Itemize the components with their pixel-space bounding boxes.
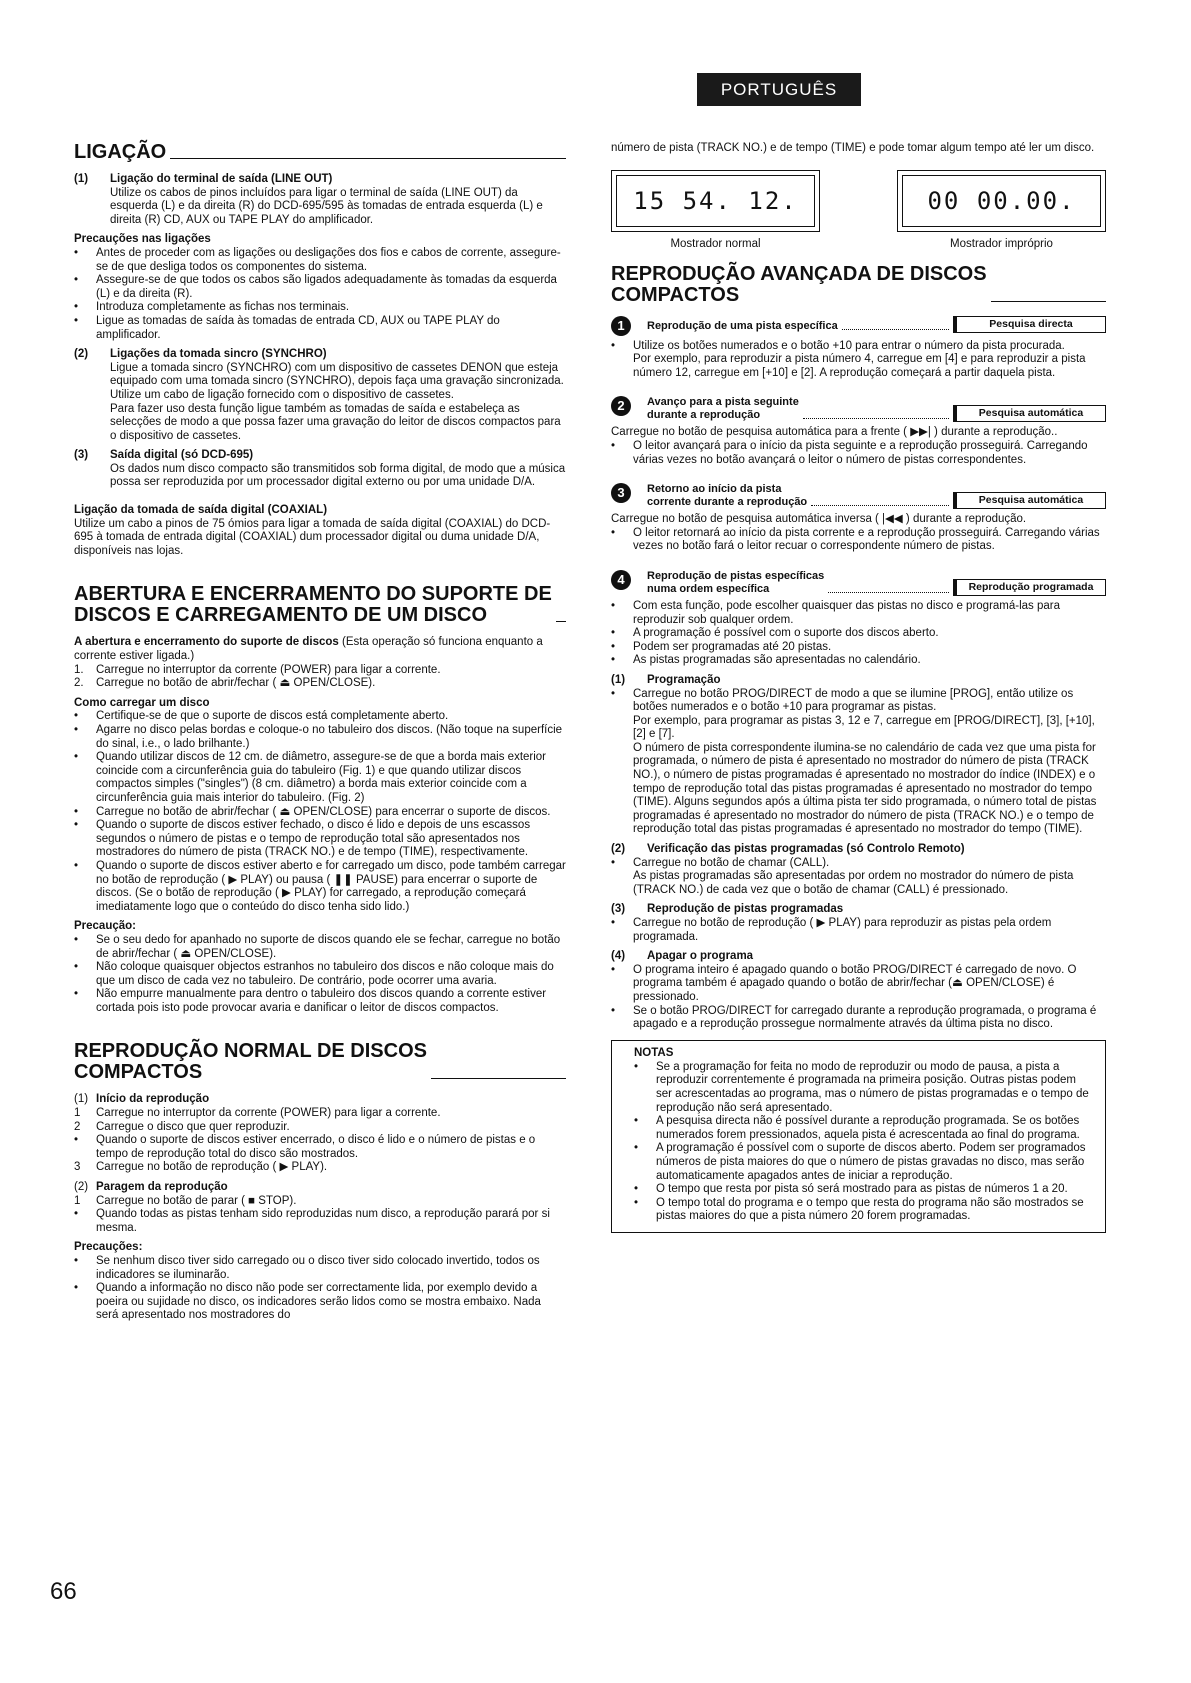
caution-item: • Não empurre manualmente para dentro o tabuleiro dos discos quando a corrente estiver cortada pois isto pode provocar avaria e danificar o leitor de discos compactos. xyxy=(74,988,547,1014)
display-bad-readout: 00 00.00. xyxy=(902,175,1101,227)
normal-precaution-item: • Se nenhum disco tiver sido carregado ou o disco tiver sido colocado invertido, todos os indicadores se iluminarão. xyxy=(74,1255,540,1281)
item-stop-play: (2) Paragem da reprodução xyxy=(74,1181,228,1194)
note-item: • A programação é possível com o suporte de discos aberto. Podem ser programados números de pista maiores do que o número de pistas gravadas no disco, mas serão automaticamente apagados antes de iniciar a reprodução. xyxy=(634,1142,1086,1182)
load-item: • Quando o suporte de discos estiver fechado, o disco é lido e depois de uns escassos segundos o número de pistas e o tempo de reprodução total são apresentados nos mostradores do número de pista (TRACK NO.) e de tempo (TIME), respectivamente. xyxy=(74,819,531,859)
caution-item: • Não coloque quaisquer objectos estranhos no tabuleiro dos discos e não coloque mais do que um disco de cada vez no tabuleiro. De contrário, pode ocorrer uma avaria. xyxy=(74,961,554,987)
display-bad-caption: Mostrador impróprio xyxy=(950,237,1053,250)
display-normal-caption: Mostrador normal xyxy=(670,237,761,250)
load-item: • Carregue no botão de abrir/fechar ( ⏏ OPEN/CLOSE) para encerrar o suporte de discos. xyxy=(74,805,551,818)
caution-item: • Se o seu dedo for apanhado no suporte de discos quando ele se fechar, carregue no botão de abrir/fechar ( ⏏ OPEN/CLOSE). xyxy=(74,933,561,960)
stop-step: • Quando todas as pistas tenham sido reproduzidas num disco, a reprodução parará por si mesma. xyxy=(74,1208,550,1234)
load-item: • Quando utilizar discos de 12 cm. de diâmetro, assegure-se de que a borda mais exterior coincide com a circunferência guia do tabuleiro (Fig. 1) e que quando utilizar discos compactos simples ("singles") (8 cm. diâmetro) a borda mais exterior coincide com a circunferência guia mais interior do tabuleiro. (Fig. 2) xyxy=(74,751,547,804)
display-normal xyxy=(611,170,820,250)
tag-auto-search-2: Pesquisa automática xyxy=(953,492,1106,509)
section-title-abertura: ABERTURA E ENCERRAMENTO DO SUPORTE DE DISCOS E CARREGAMENTO DE UM DISCO xyxy=(74,584,566,626)
abertura-steps xyxy=(74,664,566,691)
start-step: 1 Carregue no interruptor da corrente (POWER) para ligar a corrente. xyxy=(74,1107,441,1120)
abertura-step: 1. Carregue no interruptor da corrente (POWER) para ligar a corrente. xyxy=(74,663,441,676)
tag-program: Reprodução programada xyxy=(953,579,1106,596)
program-bullet: • As pistas programadas são apresentadas no calendário. xyxy=(611,654,921,667)
erase-bullet: • Se o botão PROG/DIRECT for carregado durante a reprodução programada, o programa é apagado e a reprodução prossegue normalmente através da última pista no disco. xyxy=(611,1004,1097,1031)
feature-next-track: 2 Avanço para a pista seguinte durante a reprodução Pesquisa automática xyxy=(611,396,1106,422)
left-column xyxy=(74,142,566,1323)
notes-list xyxy=(634,1061,1095,1224)
section-title-avancada: REPRODUÇÃO AVANÇADA DE DISCOS COMPACTOS xyxy=(611,264,1106,306)
display-examples xyxy=(611,170,1106,250)
tag-direct-search: Pesquisa directa xyxy=(953,316,1106,333)
program-bullets xyxy=(611,600,1106,668)
start-step: 3 Carregue no botão de reprodução ( ▶ PLAY). xyxy=(74,1161,328,1174)
precaution-item: • Ligue as tomadas de saída às tomadas de entrada CD, AUX ou TAPE PLAY do amplificador. xyxy=(74,314,500,341)
section-title-normal: REPRODUÇÃO NORMAL DE DISCOS COMPACTOS xyxy=(74,1041,566,1083)
caution-list xyxy=(74,934,566,1016)
erase-program-bullets xyxy=(611,964,1106,1032)
load-list xyxy=(74,710,566,914)
section-title-ligacao: LIGAÇÃO xyxy=(74,142,566,163)
abertura-intro: A abertura e encerramento do suporte de discos (Esta operação só funciona enquanto a corrente estiver ligada.) xyxy=(74,636,543,663)
note-item: • O tempo total do programa e o tempo que resta do programa não são mostrados se pistas maiores do que a pista número 20 forem programadas. xyxy=(634,1196,1084,1223)
program-bullet: • A programação é possível com o suporte dos discos aberto. xyxy=(611,627,939,640)
program-bullet: • Podem ser programadas até 20 pistas. xyxy=(611,640,832,653)
subheading-coaxial: Ligação da tomada de saída digital (COAXIAL) xyxy=(74,504,328,517)
item-digital-out: (3) Saída digital (só DCD-695) Os dados num disco compacto são transmitidos sob forma digital, de modo que a música possa ser reproduzida por um processador digital externo ou por uma unidade D/A. xyxy=(74,449,566,489)
feature-direct-search: 1 Reprodução de uma pista específica Pesquisa directa xyxy=(611,316,1106,336)
item-synchro: (2) Ligações da tomada sincro (SYNCHRO) Ligue a tomada sincro (SYNCHRO) com um dispositivo de cassetes DENON que esteja equipado com uma tomada sincro (SYNCHRO), depois faça uma gravação sincronizada. Utilize um cabo de ligação fornecido com o dispositivo de cassetes. Para fazer uso desta função ligue também as tomadas de saída e estabeleça as selecções de modo a que possa fazer uma gravação do leitor de discos compactos para o dispositivo de cassetes. xyxy=(74,348,564,442)
feature-restart-track: 3 Retorno ao início da pista corrente durante a reprodução Pesquisa automática xyxy=(611,483,1106,509)
note-item: • A pesquisa directa não é possível durante a reprodução programada. Se os botões numerados forem pressionados, aquela pista é acrescentada ao final do programa. xyxy=(634,1115,1080,1141)
precaution-item: • Assegure-se de que todos os cabos são ligados adequadamente às tomadas da esquerda (L) e da direita (R). xyxy=(74,274,557,300)
abertura-step: 2. Carregue no botão de abrir/fechar ( ⏏ OPEN/CLOSE). xyxy=(74,677,376,690)
start-step: 2 Carregue o disco que quer reproduzir. xyxy=(74,1120,290,1133)
subheading-load: Como carregar um disco xyxy=(74,696,210,709)
notes-box: NOTAS • Se a programação for feita no modo de reproduzir ou modo de pausa, a pista a reproduzir correntemente é programada na primeira posição. Outras pistas podem ser acrescentadas ao programa, mas o número de pistas programadas e o tempo de reprodução não será apresentado. • A pesquisa directa não é possível durante a reprodução programada. Se os botões numerados forem pressionados, aquela pista é acrescentada ao final do programa. • A programação é possível com o suporte de discos aberto. Podem ser programados números de pista maiores do que o número de pistas gravadas no disco, mas serão automaticamente apagados antes de iniciar a reprodução. • O tempo que resta por pista só será mostrado para as pistas de números 1 a 20. • O tempo total do programa e o tempo que resta do programa não são mostrados se pistas maiores do que a pista número 20 forem programadas. xyxy=(611,1040,1106,1233)
stop-play-steps xyxy=(74,1195,566,1236)
display-normal-readout: 15 54. 12. xyxy=(616,175,815,227)
page-number: 66 xyxy=(50,1578,77,1605)
normal-precautions-list xyxy=(74,1255,566,1323)
stop-step: 1 Carregue no botão de parar ( ■ STOP). xyxy=(74,1194,297,1207)
item-start-play: (1) Início da reprodução xyxy=(74,1093,210,1106)
normal-precaution-item: • Quando a informação no disco não pode ser correctamente lida, por exemplo devido a poeira ou sujidade no disco, os indicadores serão lidos como se mostra embaixo. Nada será apresentado nos mostradores do xyxy=(74,1282,541,1322)
display-bad xyxy=(897,170,1106,250)
note-item: • O tempo que resta por pista só será mostrado para as pistas de números 1 a 20. xyxy=(634,1183,1068,1196)
note-item: • Se a programação for feita no modo de reproduzir ou modo de pausa, a pista a reproduzir correntemente é programada na primeira posição. Outras pistas podem ser acrescentadas ao programa, mas o número de pistas programadas e o tempo de reprodução não será apresentado. xyxy=(634,1060,1089,1114)
subheading-caution: Precaução: xyxy=(74,920,137,933)
subheading-precautions: Precauções nas ligações xyxy=(74,233,211,246)
program-bullet: • Com esta função, pode escolher quaisquer das pistas no disco e programá-las para reproduzir sob qualquer ordem. xyxy=(611,599,1061,626)
tag-auto-search-1: Pesquisa automática xyxy=(953,405,1106,422)
continued-text: número de pista (TRACK NO.) e de tempo (TIME) e pode tomar algum tempo até ler um disco. xyxy=(611,142,1095,154)
start-play-steps xyxy=(74,1107,566,1175)
language-tab: PORTUGUÊS xyxy=(697,73,861,106)
feature-program-play: 4 Reprodução de pistas específicas numa ordem específica Reprodução programada xyxy=(611,570,1106,596)
precaution-item: • Antes de proceder com as ligações ou desligações dos fios e cabos de corrente, assegure-se de que desliga todos os componentes do sistema. xyxy=(74,246,561,273)
load-item: • Quando o suporte de discos estiver aberto e for carregado um disco, pode também carregar no botão de reprodução ( ▶ PLAY) ou pausa ( ❚❚ PAUSE) para encerrar o suporte de discos. (Se o botão de reprodução ( ▶ PLAY) for carregado, a reprodução começará imediatamente logo que o conteúdo do disco tenha sido lido.) xyxy=(74,859,566,913)
load-item: • Certifique-se de que o suporte de discos está completamente aberto. xyxy=(74,710,449,723)
precaution-item: • Introduza completamente as fichas nos terminais. xyxy=(74,301,350,314)
precautions-list xyxy=(74,247,566,342)
coaxial-text: Utilize um cabo a pinos de 75 ómios para ligar a tomada de saída digital (COAXIAL) do DCD-695 à tomada de entrada digital (COAXIAL) dum processador digital ou duma unidade D/A, disponíveis nas lojas. xyxy=(74,517,551,557)
subheading-normal-precautions: Precauções: xyxy=(74,1241,143,1254)
erase-bullet: • O programa inteiro é apagado quando o botão PROG/DIRECT é carregado de novo. O programa também é apagado quando o botão de abrir/fechar (⏏ OPEN/CLOSE) é pressionado. xyxy=(611,963,1077,1003)
start-step: • Quando o suporte de discos estiver encerrado, o disco é lido e o número de pistas e o tempo de reprodução total do disco são mostrados. xyxy=(74,1134,536,1160)
load-item: • Agarre no disco pelas bordas e coloque-o no tabuleiro dos discos. (Não toque na superfície do sinal, i.e., o lado brilhante.) xyxy=(74,724,563,750)
right-column: número de pista (TRACK NO.) e de tempo (TIME) e pode tomar algum tempo até ler um disco. 15 54. 12. Mostrador normal 00 00.00. Mostrador impróprio REPRODUÇÃO AVANÇADA DE DISCOS COMPACTOS 1 Reprodução de uma pista específica Pesquisa directa • Utilize os botões numerados e o botão +10 para entrar o número da pista procurada. Por exemplo, para reproduzir a pista número 4, carregue em [4] e para reproduzir a pista número 12, carregue em [+10] e [2]. A reprodução começará a partir daquela pista. 2 Avanço para a pista seguinte durante a reprodução Pesquisa automática Carregue no botão de pesquisa automática para a frente ( ▶▶| ) durante a reprodução.. • O leitor avançará para o início da pista seguinte e a reprodução prosseguirá. Carregando várias vezes no botão avançará o leitor o número de pistas correspondentes. 3 Retorno ao início da pista corrente durante a reprodução Pesquisa automática Carregue no botão de pesquisa automática inversa ( |◀◀ ) durante a reprodução. • O leitor retornará ao início da pista corrente e a reprodução prosseguirá. Carregando várias vezes no botão fará o leitor recuar o correspondente número de pistas. 4 Reprodução de pistas específicas numa ordem específica Reprodução programada • Com esta função, pode escolher quaisquer das pistas no disco e programá-las para reproduzir sob qualquer ordem. • A programação é possível com o suporte dos discos aberto. • Podem ser programadas até 20 pistas. • As pistas programadas são apresentadas no calendário. (1) Programação • Carregue no botão PROG/DIRECT de modo a que se ilumine [PROG], então utilize os botões numerados e o botão +10 para programar as pistas. Por exemplo, para programar as pistas 3, 12 e 7, carregue em [PROG/DIRECT], [3], [+10], [2] e [7]. O número de pista correspondente ilumina-se no calendário de cada vez que uma pista for programada, o número de pista é apresentado no mostrador do número de pista (TRACK NO.), o número de pistas programadas é apresentado no mostrador do índice (INDEX) e o tempo de reprodução total das pistas programadas é apresentado no mostrador do tempo (TIME). Alguns segundos após a última pista ter sido programada, o número total de pistas programadas é apresentado no mostrador do número de pista (TRACK NO.) e o tempo de reprodução total das pistas programadas é apresentado no mostrador do tempo (TIME). (2) Verificação das pistas programadas (só Controlo Remoto) • Carregue no botão de chamar (CALL). As pistas programadas são apresentadas por ordem no mostrador do número de pista (TRACK NO.) de cada vez que o botão de chamar (CALL) é pressionado. (3) Reprodução de pistas programadas • Carregue no botão de reprodução ( ▶ PLAY) para reproduzir as pistas pela ordem programada. (4) Apagar o programa • O programa inteiro é apagado quando o botão PROG/DIRECT é carregado de novo. O programa também é apagado quando o botão de abrir/fechar (⏏ OPEN/CLOSE) é pressionado. • Se o botão PROG/DIRECT for carregado durante a reprodução programada, o programa é apagado e a reprodução prossegue normalmente através da última pista no disco. NOTAS • Se a programação for feita no modo de reproduzir ou modo de pausa, a pista a reproduzir correntemente é programada na primeira posição. Outras pistas podem ser acrescentadas ao programa, mas o número de pistas programadas e o tempo de reprodução não será apresentado. • A pesquisa directa não é possível durante a reprodução programada. Se os botões numerados forem pressionados, aquela pista é acrescentada ao final do programa. • A programação é possível com o suporte de discos aberto. Podem ser programados números de pista maiores do que o número de pistas gravadas no disco, mas serão automaticamente apagados antes de iniciar a reprodução. • O tempo que resta por pista só será mostrado para as pistas de números 1 a 20. • O tempo total do programa e o tempo que resta do programa não são mostrados se pistas maiores do que a pista número 20 forem programadas. xyxy=(611,142,1106,1233)
item-line-out: (1) Ligação do terminal de saída (LINE OUT) Utilize os cabos de pinos incluídos para ligar o terminal de saída (LINE OUT) da esquerda (L) e da direita (R) do DCD-695/595 às tomadas de entrada esquerda (L) e direita (R) CD, AUX ou TAPE PLAY do amplificador. xyxy=(74,173,543,226)
